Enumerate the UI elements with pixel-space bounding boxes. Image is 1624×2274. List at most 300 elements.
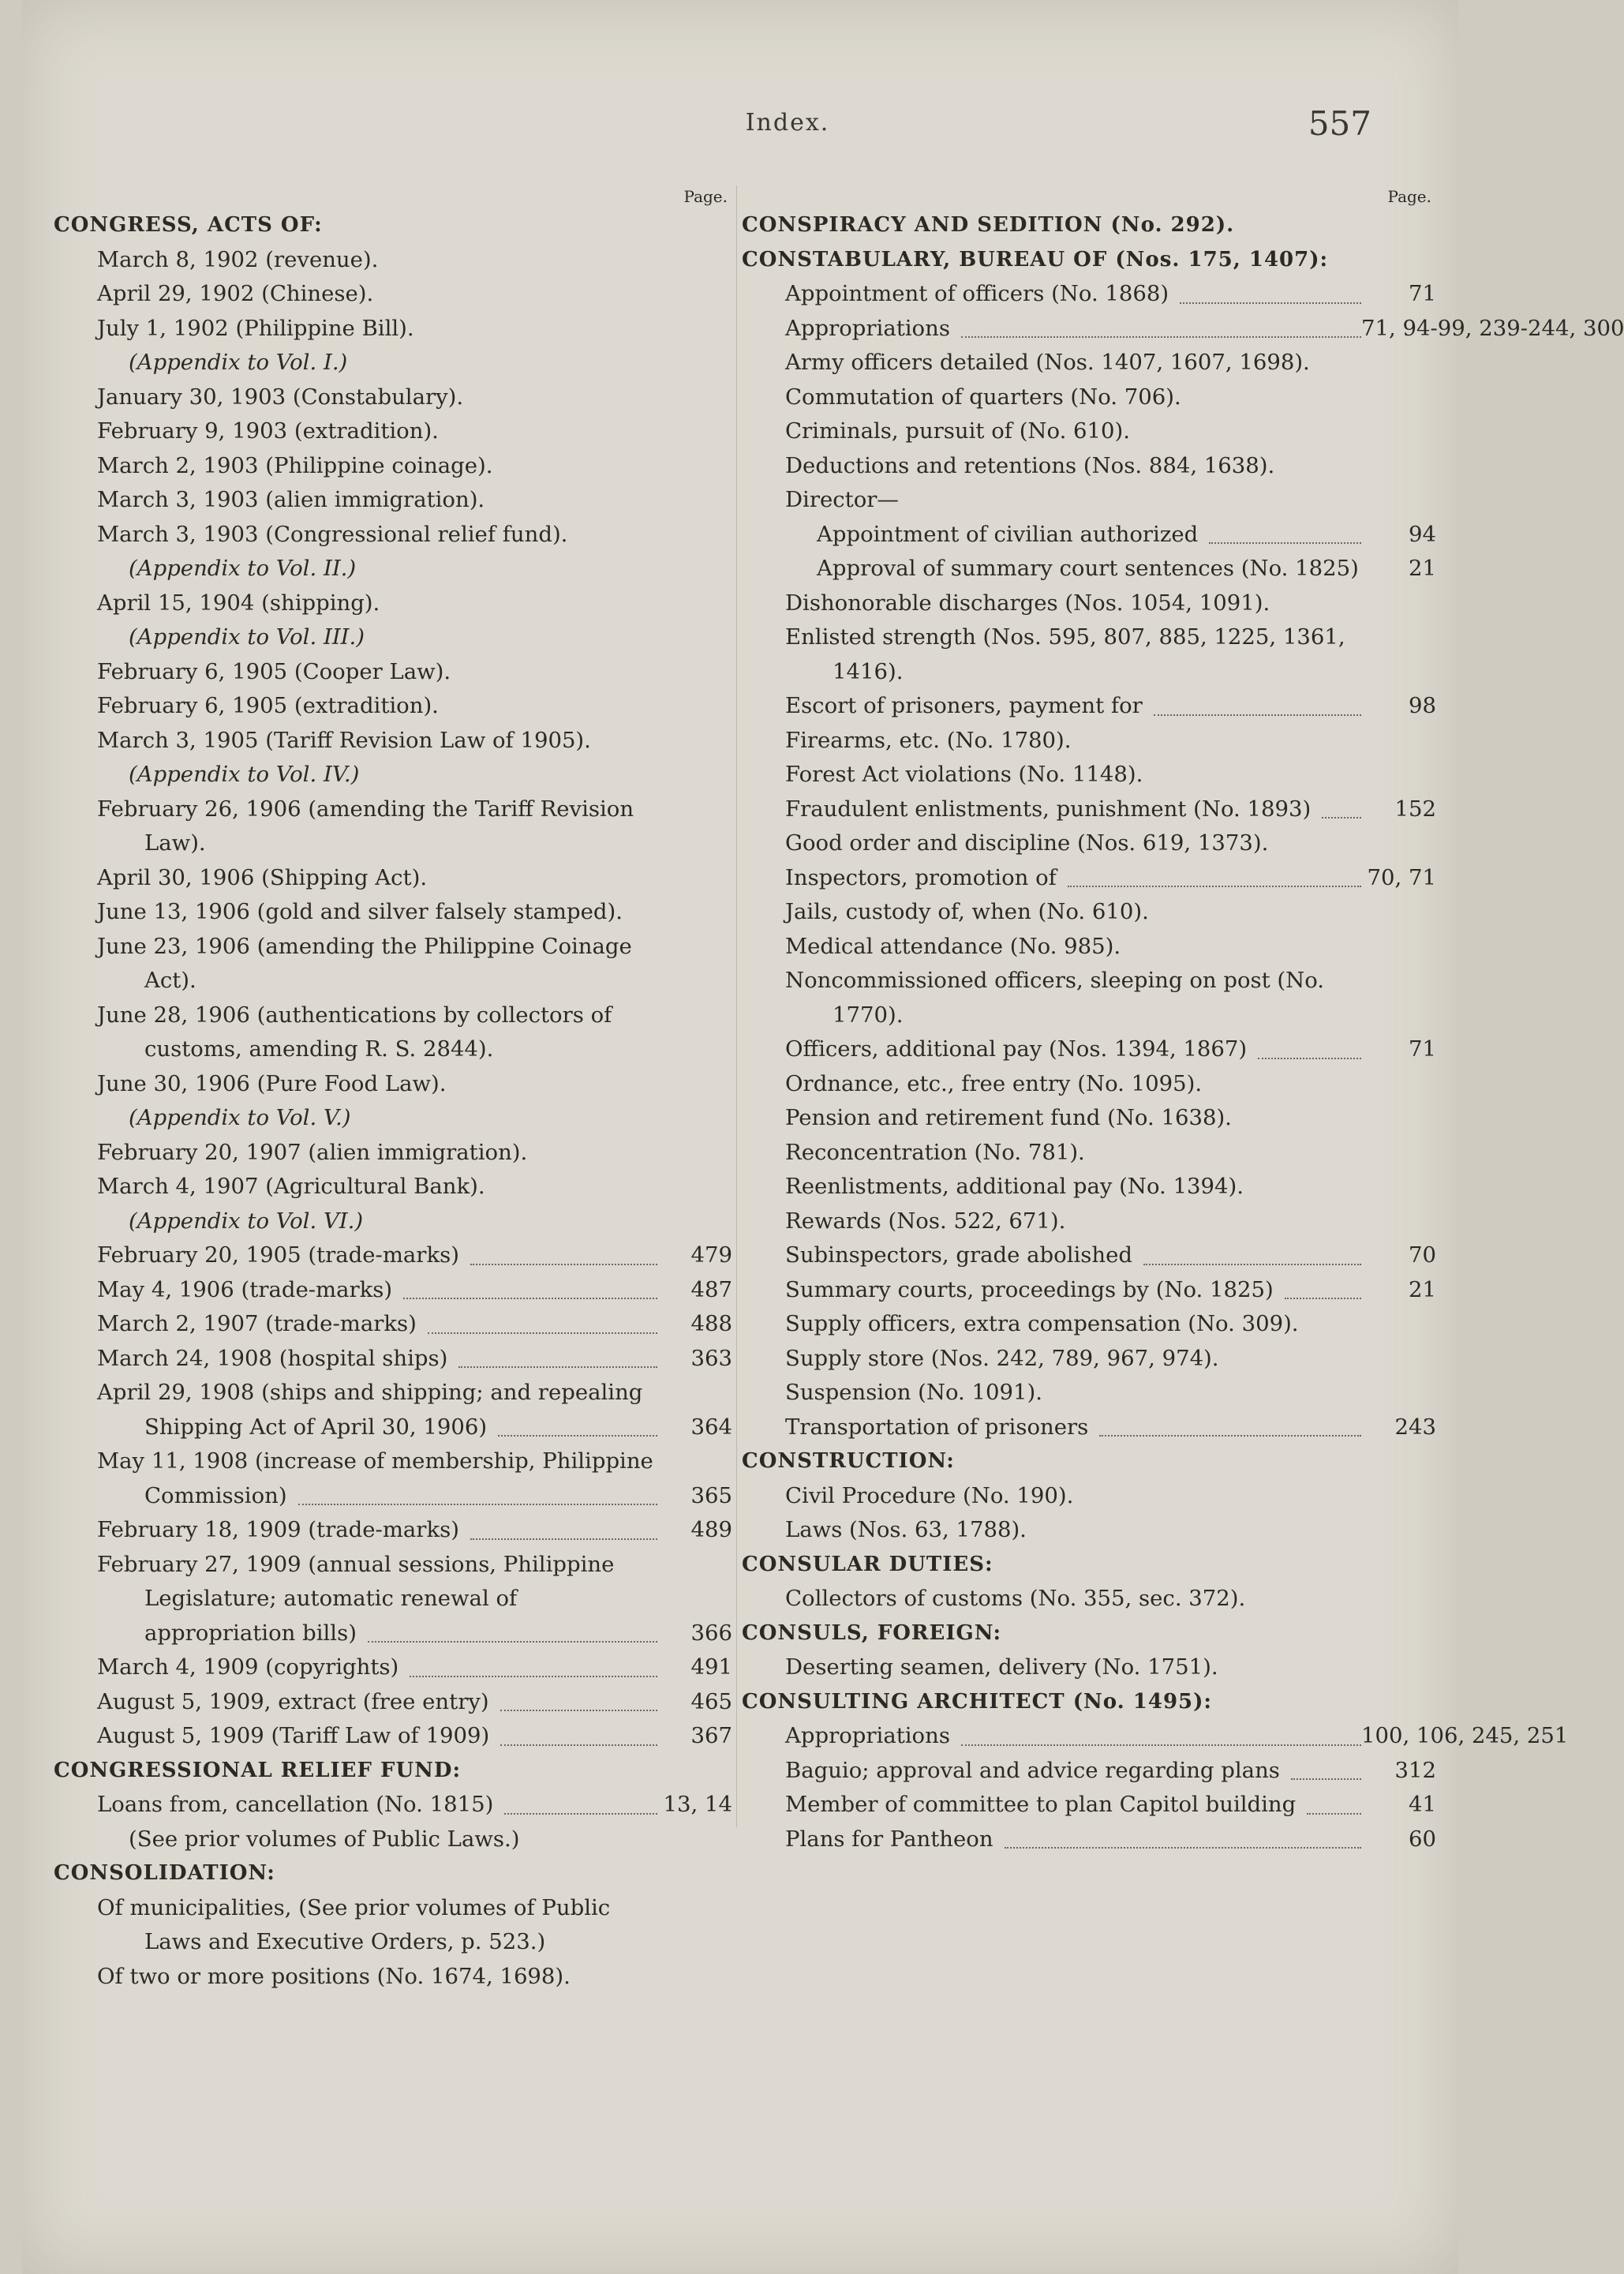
entry-label: March 2, 1907 (trade-marks) (97, 1311, 417, 1336)
entry-label: Dishonorable discharges (Nos. 1054, 1091). (785, 590, 1270, 616)
page-ref: 488 (690, 1311, 732, 1336)
index-entry (54, 689, 732, 724)
index-entry (54, 414, 732, 449)
entry-text (54, 1513, 657, 1548)
index-entry (54, 1788, 732, 1823)
entry-text (742, 758, 1361, 792)
entry-label: Suspension (No. 1091). (785, 1380, 1042, 1405)
entry-text (54, 1238, 657, 1273)
entry-text (54, 1101, 657, 1136)
index-heading (742, 1444, 1436, 1479)
running-head-title: Index. (745, 109, 830, 137)
index-entry (742, 1823, 1436, 1857)
index-entry (742, 1273, 1436, 1308)
entry-label: Noncommissioned officers, sleeping on post (No. 1770). (785, 968, 1325, 1028)
page-ref: 487 (690, 1276, 732, 1302)
index-column-right (742, 185, 1624, 1856)
page-ref: 21 (1409, 1276, 1436, 1302)
entry-label: CONSULAR DUTIES: (742, 1552, 993, 1576)
dot-leader (500, 1707, 657, 1711)
dot-leader (1285, 1295, 1361, 1299)
entry-text (54, 1719, 657, 1754)
index-entry (54, 930, 732, 998)
index-entry (54, 1823, 732, 1857)
index-heading (54, 208, 732, 243)
entry-text (54, 1788, 657, 1823)
entry-label: June 28, 1906 (authentications by collectors of customs, amending R. S. 2844). (97, 1002, 612, 1062)
index-entry (742, 1067, 1436, 1102)
entry-text (742, 1548, 1361, 1583)
index-entry (54, 1548, 732, 1651)
dot-leader (504, 1811, 657, 1815)
entry-text (742, 1032, 1361, 1067)
index-entry (742, 689, 1436, 724)
dot-leader (1307, 1811, 1361, 1815)
entry-text (54, 1685, 657, 1720)
index-entry (742, 1788, 1436, 1823)
entry-label: Director— (785, 487, 899, 512)
index-entry (742, 1101, 1436, 1136)
page-ref: 71, 94-99, 239-244, 300 (1361, 315, 1624, 341)
index-entry (742, 724, 1436, 759)
entry-text (742, 1101, 1361, 1136)
entry-text (54, 277, 657, 312)
page-number: 557 (1308, 104, 1371, 143)
entry-label: August 5, 1909, extract (free entry) (97, 1688, 489, 1714)
entry-text (742, 861, 1361, 896)
index-entry (742, 518, 1436, 553)
entry-text (54, 1650, 657, 1685)
entry-text (54, 1376, 657, 1444)
entry-text (742, 1410, 1361, 1445)
entry-label: Deserting seamen, delivery (No. 1751). (785, 1654, 1218, 1680)
entry-text (742, 586, 1361, 621)
index-entry (742, 346, 1436, 380)
entry-label: March 8, 1902 (revenue). (97, 246, 379, 272)
index-entry (742, 895, 1436, 930)
entry-text (742, 1273, 1361, 1308)
index-entry (742, 1650, 1436, 1685)
index-entry (742, 930, 1436, 965)
entry-text (54, 998, 657, 1067)
dot-leader (1143, 1261, 1361, 1265)
entry-label: Reenlistments, additional pay (No. 1394). (785, 1174, 1244, 1199)
entry-label: April 15, 1904 (shipping). (97, 590, 380, 616)
entry-text (54, 689, 657, 724)
entry-label: Civil Procedure (No. 190). (785, 1482, 1074, 1508)
index-entry (742, 758, 1436, 792)
index-entry (54, 1891, 732, 1960)
index-heading (742, 1617, 1436, 1651)
dot-leader (1291, 1776, 1361, 1780)
index-entry (54, 1204, 732, 1239)
entry-label: CONSPIRACY AND SEDITION (No. 292). (742, 213, 1235, 237)
index-entry (742, 1032, 1436, 1067)
dot-leader (1005, 1845, 1361, 1849)
index-heading (742, 1685, 1436, 1720)
index-entry (54, 998, 732, 1067)
entry-label: Commutation of quarters (No. 706). (785, 384, 1181, 410)
dot-leader (368, 1639, 657, 1643)
index-heading (742, 1548, 1436, 1583)
entry-label: March 4, 1907 (Agricultural Bank). (97, 1174, 485, 1199)
entry-label: Appointment of officers (No. 1868) (785, 281, 1169, 306)
entry-label: April 30, 1906 (Shipping Act). (97, 864, 428, 890)
dot-leader (1154, 712, 1361, 716)
entry-text (54, 414, 657, 449)
entry-text (54, 1170, 657, 1204)
entry-label: Army officers detailed (Nos. 1407, 1607, 1698). (785, 350, 1310, 375)
entry-label: CONGRESSIONAL RELIEF FUND: (54, 1758, 462, 1782)
entry-label: March 3, 1903 (Congressional relief fund). (97, 521, 568, 547)
index-entry (54, 1170, 732, 1204)
entry-label: June 13, 1906 (gold and silver falsely stamped). (97, 899, 623, 924)
dot-leader (458, 1364, 657, 1368)
index-entry (742, 1170, 1436, 1204)
index-entry (742, 1307, 1436, 1342)
entry-text (54, 1754, 657, 1789)
dot-leader (403, 1295, 657, 1299)
dot-leader (1180, 300, 1361, 304)
entry-text (54, 243, 657, 278)
entry-text (742, 1617, 1361, 1651)
page-ref: 363 (690, 1345, 732, 1371)
entry-text (54, 620, 657, 655)
entry-text (54, 861, 657, 896)
index-entry (54, 655, 732, 690)
entry-label: Member of committee to plan Capitol building (785, 1792, 1297, 1817)
index-entry (54, 449, 732, 484)
dot-leader (961, 1742, 1361, 1746)
entry-text (54, 655, 657, 690)
entry-label: CONSTRUCTION: (742, 1449, 955, 1473)
dot-leader (1322, 815, 1361, 819)
entry-text (742, 1170, 1361, 1204)
index-heading (742, 208, 1436, 243)
index-entry (742, 483, 1436, 518)
entry-label: Escort of prisoners, payment for (785, 693, 1143, 718)
entry-text (742, 552, 1361, 586)
index-entry (742, 1513, 1436, 1548)
page-ref: 60 (1409, 1826, 1436, 1852)
entry-text (54, 346, 657, 380)
entry-text (742, 1823, 1361, 1857)
entry-label: Pension and retirement fund (No. 1638). (785, 1105, 1232, 1130)
entry-text (742, 1376, 1361, 1410)
entry-text (54, 208, 657, 243)
entry-label: Appropriations (785, 315, 950, 341)
dot-leader (1099, 1433, 1361, 1437)
entry-text (54, 758, 657, 792)
index-entry (742, 1410, 1436, 1445)
entry-label: Loans from, cancellation (No. 1815) (97, 1792, 494, 1817)
entry-text (54, 552, 657, 586)
entry-text (54, 895, 657, 930)
index-entry (54, 552, 732, 586)
dot-leader (298, 1501, 657, 1505)
dot-leader (961, 334, 1361, 338)
entry-label: Of two or more positions (No. 1674, 1698). (97, 1963, 571, 1989)
entry-label: February 6, 1905 (extradition). (97, 693, 439, 718)
index-entry (54, 1376, 732, 1444)
entry-text (742, 277, 1361, 312)
entry-label: Medical attendance (No. 985). (785, 933, 1121, 959)
index-entry (54, 518, 732, 553)
entry-text (742, 1342, 1361, 1377)
index-entry (54, 724, 732, 759)
entry-label: Supply officers, extra compensation (No. 309). (785, 1311, 1299, 1336)
index-entry (742, 449, 1436, 484)
entry-text (742, 414, 1361, 449)
page-ref: 365 (690, 1482, 732, 1508)
index-entry (54, 1719, 732, 1754)
entry-label: Ordnance, etc., free entry (No. 1095). (785, 1070, 1203, 1096)
index-entry (742, 1136, 1436, 1171)
entry-label: (Appendix to Vol. V.) (129, 1105, 351, 1130)
entry-text (742, 964, 1361, 1032)
dot-leader (410, 1673, 657, 1677)
index-entry (54, 1238, 732, 1273)
index-entry (54, 758, 732, 792)
book-page (22, 0, 1624, 2274)
entry-text (742, 312, 1361, 347)
page-ref: 13, 14 (663, 1792, 732, 1817)
entry-label: July 1, 1902 (Philippine Bill). (97, 315, 414, 341)
page-ref: 98 (1409, 693, 1436, 718)
entry-label: February 6, 1905 (Cooper Law). (97, 658, 451, 684)
index-entry (742, 380, 1436, 415)
dot-leader (428, 1330, 657, 1334)
index-entry (742, 861, 1436, 896)
entry-text (742, 1650, 1361, 1685)
entry-text (54, 1342, 657, 1377)
entry-text (742, 826, 1361, 861)
entry-label: February 20, 1905 (trade-marks) (97, 1242, 459, 1268)
index-entry (54, 1136, 732, 1171)
page-ref: 243 (1394, 1414, 1436, 1440)
index-entry (742, 414, 1436, 449)
entry-label: June 23, 1906 (amending the Philippine Coinage Act). (97, 933, 632, 993)
entry-label: March 2, 1903 (Philippine coinage). (97, 452, 493, 478)
entry-label: CONSULS, FOREIGN: (742, 1620, 1002, 1645)
index-entry (742, 1204, 1436, 1239)
entry-label: (Appendix to Vol. I.) (129, 350, 348, 375)
page-ref: 70, 71 (1367, 864, 1436, 890)
entry-text (54, 449, 657, 484)
entry-text (742, 208, 1361, 243)
entry-label: Firearms, etc. (No. 1780). (785, 727, 1072, 753)
page-ref: 152 (1394, 796, 1436, 822)
entry-label: February 20, 1907 (alien immigration). (97, 1139, 528, 1165)
entry-label: Officers, additional pay (Nos. 1394, 1867) (785, 1036, 1248, 1062)
entry-text (742, 1067, 1361, 1102)
entry-text (54, 1204, 657, 1239)
entry-text (742, 620, 1361, 689)
index-entry (54, 1307, 732, 1342)
index-entry (742, 1754, 1436, 1789)
dot-leader (1068, 883, 1361, 887)
entry-text (54, 930, 657, 998)
entry-text (742, 518, 1361, 553)
index-entry (54, 346, 732, 380)
entry-label: March 3, 1903 (alien immigration). (97, 487, 485, 512)
entry-text (54, 586, 657, 621)
index-entry (54, 895, 732, 930)
entry-label: CONSULTING ARCHITECT (No. 1495): (742, 1689, 1213, 1714)
entry-text (742, 1513, 1361, 1548)
entry-label: (Appendix to Vol. II.) (129, 556, 357, 581)
entry-label: Rewards (Nos. 522, 671). (785, 1208, 1066, 1234)
entry-label: February 18, 1909 (trade-marks) (97, 1517, 459, 1542)
entry-label: March 24, 1908 (hospital ships) (97, 1345, 448, 1371)
index-entry (742, 1582, 1436, 1617)
index-entry (54, 1513, 732, 1548)
entry-label: Jails, custody of, when (No. 610). (785, 899, 1149, 924)
entry-text (742, 1204, 1361, 1239)
entry-label: April 29, 1902 (Chinese). (97, 281, 374, 306)
index-entry (54, 1101, 732, 1136)
entry-label: Supply store (Nos. 242, 789, 967, 974). (785, 1345, 1219, 1371)
entry-label: January 30, 1903 (Constabulary). (97, 384, 464, 410)
entry-label: Criminals, pursuit of (No. 610). (785, 418, 1131, 444)
page-column-label: Page. (683, 187, 728, 206)
index-entry (54, 1650, 732, 1685)
page-ref: 364 (690, 1414, 732, 1440)
index-entry (742, 586, 1436, 621)
index-entry (742, 826, 1436, 861)
entry-text (742, 895, 1361, 930)
entry-text (54, 518, 657, 553)
entry-label: (Appendix to Vol. IV.) (129, 762, 360, 787)
page-ref: 71 (1409, 1036, 1436, 1062)
entry-label: March 3, 1905 (Tariff Revision Law of 1905). (97, 727, 591, 753)
entry-text (54, 724, 657, 759)
entry-text (54, 1891, 657, 1960)
page-ref: 312 (1394, 1757, 1436, 1783)
entry-label: February 9, 1903 (extradition). (97, 418, 439, 444)
entry-label: Enlisted strength (Nos. 595, 807, 885, 1225, 1361, 1416). (785, 624, 1345, 684)
index-entry (742, 620, 1436, 689)
entry-text (54, 1960, 657, 1995)
entry-label: August 5, 1909 (Tariff Law of 1909) (97, 1723, 490, 1748)
index-entry (54, 380, 732, 415)
index-entry (54, 1067, 732, 1102)
index-entry (54, 1960, 732, 1995)
entry-text (54, 1136, 657, 1171)
entry-label: Laws (Nos. 63, 1788). (785, 1517, 1027, 1542)
index-heading (742, 243, 1436, 278)
entry-text (54, 483, 657, 518)
entry-label: June 30, 1906 (Pure Food Law). (97, 1070, 447, 1096)
index-entry (54, 277, 732, 312)
index-entry (54, 243, 732, 278)
index-entry (54, 312, 732, 347)
page-ref: 491 (690, 1654, 732, 1680)
entry-label: Appropriations (785, 1723, 950, 1748)
index-entry (742, 1376, 1436, 1410)
index-entry (54, 586, 732, 621)
entry-label: (See prior volumes of Public Laws.) (129, 1826, 520, 1852)
entry-text (742, 1479, 1361, 1514)
page-ref: 41 (1409, 1792, 1436, 1817)
entry-text (742, 1238, 1361, 1273)
entry-text (742, 1582, 1361, 1617)
index-entry (54, 483, 732, 518)
index-entry (54, 1685, 732, 1720)
entry-label: Transportation of prisoners (785, 1414, 1089, 1440)
dot-leader (1258, 1055, 1361, 1059)
entry-text (742, 689, 1361, 724)
entry-label: Baguio; approval and advice regarding plans (785, 1757, 1280, 1783)
index-entry (742, 312, 1624, 347)
entry-text (742, 380, 1361, 415)
entry-label: Deductions and retentions (Nos. 884, 1638). (785, 452, 1275, 478)
entry-label: Approval of summary court sentences (No. 1825) (817, 556, 1359, 581)
index-entry (742, 277, 1436, 312)
entry-label: (Appendix to Vol. III.) (129, 624, 365, 650)
entry-text (54, 1444, 657, 1513)
entry-label: Good order and discipline (Nos. 619, 1373). (785, 830, 1269, 856)
entry-label: Of municipalities, (See prior volumes of Public Laws and Executive Orders, p. 523.) (97, 1894, 611, 1954)
entry-text (54, 1273, 657, 1308)
entry-label: March 4, 1909 (copyrights) (97, 1654, 399, 1680)
entry-text (742, 243, 1361, 278)
dot-leader (470, 1261, 657, 1265)
index-entry (742, 1479, 1436, 1514)
index-entry (54, 620, 732, 655)
index-column-left (54, 185, 732, 1994)
entry-text (742, 1788, 1361, 1823)
entry-label: Forest Act violations (No. 1148). (785, 762, 1143, 787)
entry-label: Collectors of customs (No. 355, sec. 372). (785, 1586, 1246, 1611)
dot-leader (470, 1536, 657, 1540)
entry-label: Subinspectors, grade abolished (785, 1242, 1133, 1268)
entry-label: Summary courts, proceedings by (No. 1825) (785, 1276, 1274, 1302)
index-entry (742, 1719, 1569, 1754)
page-column-label: Page. (1387, 187, 1431, 206)
entry-text (54, 1067, 657, 1102)
dot-leader (498, 1433, 657, 1437)
page-ref: 489 (690, 1517, 732, 1542)
entry-label: Plans for Pantheon (785, 1826, 993, 1852)
index-entry (54, 1444, 732, 1513)
entry-text (742, 1685, 1361, 1720)
entry-label: CONGRESS, ACTS OF: (54, 213, 323, 237)
entry-label: (Appendix to Vol. VI.) (129, 1208, 364, 1234)
entry-text (54, 1307, 657, 1342)
index-heading (54, 1856, 732, 1891)
entry-text (54, 312, 657, 347)
page-ref: 94 (1409, 521, 1436, 547)
entry-text (54, 1548, 657, 1651)
entry-label: May 4, 1906 (trade-marks) (97, 1276, 393, 1302)
entry-text (54, 1823, 657, 1857)
column-divider (736, 185, 737, 1827)
entry-label: CONSTABULARY, BUREAU OF (Nos. 175, 1407): (742, 247, 1329, 272)
index-entry (742, 1238, 1436, 1273)
page-ref: 100, 106, 245, 251 (1361, 1723, 1569, 1748)
entry-label: February 26, 1906 (amending the Tariff Revision Law). (97, 796, 634, 856)
entry-text (742, 1444, 1361, 1479)
entry-label: Appointment of civilian authorized (817, 521, 1199, 547)
entry-text (742, 1754, 1361, 1789)
entry-text (742, 483, 1361, 518)
index-heading (54, 1754, 732, 1789)
page-ref: 479 (690, 1242, 732, 1268)
index-entry (742, 792, 1436, 827)
entry-text (742, 930, 1361, 965)
entry-text (742, 346, 1361, 380)
